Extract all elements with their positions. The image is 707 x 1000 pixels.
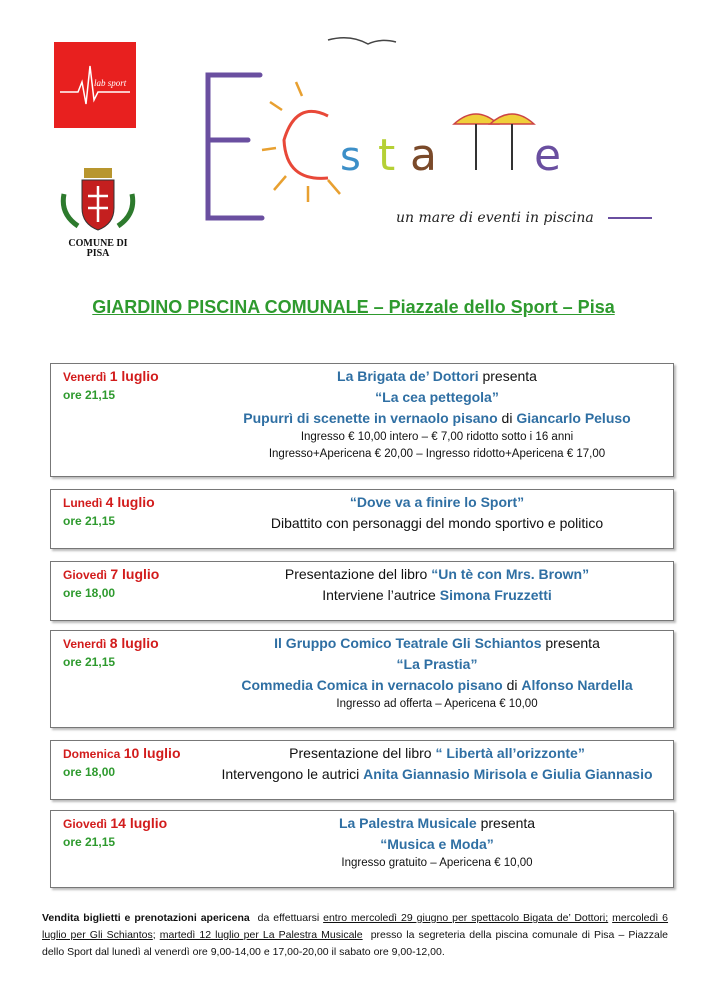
event-day — [63, 368, 159, 384]
event-text: Interviene l’autrice — [322, 587, 436, 603]
event-day — [63, 494, 155, 510]
event-time: ore 21,15 — [63, 388, 116, 402]
event-line — [211, 834, 663, 855]
event-line — [211, 764, 663, 785]
event-details — [211, 564, 663, 606]
event-date: 7 luglio — [110, 566, 160, 582]
event-weekday: Venerdì — [63, 370, 107, 384]
event-line — [211, 492, 663, 513]
event-line — [211, 564, 663, 585]
booking-info — [42, 910, 668, 961]
comune-di-pisa-logo — [58, 164, 138, 259]
event-date: 1 luglio — [109, 368, 159, 384]
event-card — [50, 630, 674, 728]
event-day — [63, 566, 159, 582]
event-line — [211, 585, 663, 606]
event-highlight: Pupurrì di scenette in vernaolo pisano — [243, 410, 498, 426]
event-text: di — [506, 677, 518, 693]
event-text: Presentazione del libro — [289, 745, 432, 761]
event-highlight: “La cea pettegola” — [375, 389, 499, 405]
event-day — [63, 745, 181, 761]
event-highlight: “Musica e Moda” — [380, 836, 494, 852]
event-weekday: Venerdì — [63, 637, 107, 651]
event-details — [211, 492, 663, 534]
event-highlight: “ Libertà all’orizzonte” — [435, 745, 585, 761]
event-time: ore 18,00 — [63, 765, 116, 779]
heartbeat-icon — [54, 42, 136, 128]
venue-heading: GIARDINO PISCINA COMUNALE – Piazzale dello Sport – Pisa — [92, 297, 615, 317]
footer-sep: ; — [152, 929, 156, 941]
event-details — [211, 633, 663, 713]
svg-text:t: t — [378, 130, 396, 181]
event-line — [211, 743, 663, 764]
event-time: ore 21,15 — [63, 514, 116, 528]
event-time: ore 21,15 — [63, 835, 116, 849]
event-line — [211, 675, 663, 696]
event-time: ore 18,00 — [63, 586, 116, 600]
lab-sport-logo — [54, 42, 136, 128]
event-text: Intervengono le autrici — [221, 766, 360, 782]
event-time: ore 21,15 — [63, 655, 116, 669]
footer-deadline-3: martedì 12 luglio per La Palestra Musicale — [159, 929, 363, 941]
event-day — [63, 815, 167, 831]
event-text: presenta — [480, 815, 536, 831]
event-highlight: Simona Fruzzetti — [439, 587, 552, 603]
event-line — [211, 387, 663, 408]
sport-logo-text: lab sport — [94, 78, 127, 88]
footer-text-3: presso la segreteria della piscina comunale di Pisa – Piazzale dello Sport dal lunedì al venerdì ore 9,00-14,00 e 17,00-20,00 il sabato ore 9,00-12,00. — [42, 929, 669, 958]
footer-bold: Vendita biglietti e prenotazioni apericena — [42, 912, 250, 924]
comune-label: COMUNE DI PISA — [68, 238, 128, 259]
event-date: 14 luglio — [110, 815, 168, 831]
event-card — [50, 810, 674, 888]
event-highlight: La Palestra Musicale — [338, 815, 477, 831]
event-highlight: La Brigata de’ Dottori — [337, 368, 479, 384]
event-highlight: “Un tè con Mrs. Brown” — [431, 566, 590, 582]
event-line — [211, 408, 663, 429]
event-line: Ingresso+Apericena € 20,00 – Ingresso ridotto+Apericena € 17,00 — [268, 448, 606, 460]
event-text: Dibattito con personaggi del mondo sportivo e politico — [270, 515, 604, 531]
estate-title-letters: s — [340, 134, 361, 180]
event-highlight: Giancarlo Peluso — [516, 410, 631, 426]
estate-logo — [200, 30, 660, 245]
event-weekday: Lunedì — [63, 496, 103, 510]
event-date: 4 luglio — [105, 494, 155, 510]
event-line: Ingresso gratuito – Apericena € 10,00 — [341, 857, 533, 869]
event-highlight: Il Gruppo Comico Teatrale Gli Schiantos — [274, 635, 542, 651]
event-weekday: Domenica — [63, 747, 121, 761]
event-line — [211, 813, 663, 834]
footer-deadline-2: mercoledì 6 luglio per Gli Schiantos — [42, 912, 669, 941]
event-card — [50, 561, 674, 621]
svg-text:e: e — [534, 130, 562, 181]
estate-subtitle: un mare di eventi in piscina — [396, 210, 594, 226]
event-highlight: Alfonso Nardella — [521, 677, 633, 693]
footer-text-1: da effettuarsi — [257, 912, 320, 924]
event-line — [211, 633, 663, 654]
event-highlight: “Dove va a finire lo Sport” — [349, 494, 525, 510]
event-day — [63, 635, 159, 651]
event-card — [50, 363, 674, 477]
footer-deadline-1: entro mercoledì 29 giugno per spettacolo Bigata de’ Dottori; — [323, 912, 609, 924]
event-date: 10 luglio — [123, 745, 181, 761]
event-details — [211, 366, 663, 463]
event-line — [211, 366, 663, 387]
event-card — [50, 740, 674, 800]
event-line: Ingresso ad offerta – Apericena € 10,00 — [336, 698, 538, 710]
event-details — [211, 743, 663, 785]
event-line: Ingresso € 10,00 intero – € 7,00 ridotto sotto i 16 anni — [300, 431, 574, 443]
event-weekday: Giovedì — [63, 568, 108, 582]
event-details — [211, 813, 663, 872]
event-text: presenta — [482, 368, 537, 384]
event-text: Presentazione del libro — [284, 566, 428, 582]
event-highlight: Commedia Comica in vernacolo pisano — [241, 677, 503, 693]
event-line — [211, 513, 663, 534]
event-date: 8 luglio — [109, 635, 159, 651]
event-highlight: Anita Giannasio Mirisola e Giulia Giannasio — [363, 766, 653, 782]
event-text: di — [501, 410, 513, 426]
event-text: presenta — [545, 635, 600, 651]
event-line — [211, 654, 663, 675]
svg-text:a: a — [410, 130, 437, 181]
coat-of-arms-icon — [58, 164, 138, 234]
event-card — [50, 489, 674, 549]
event-weekday: Giovedì — [63, 817, 108, 831]
event-highlight: “La Prastia” — [396, 656, 478, 672]
